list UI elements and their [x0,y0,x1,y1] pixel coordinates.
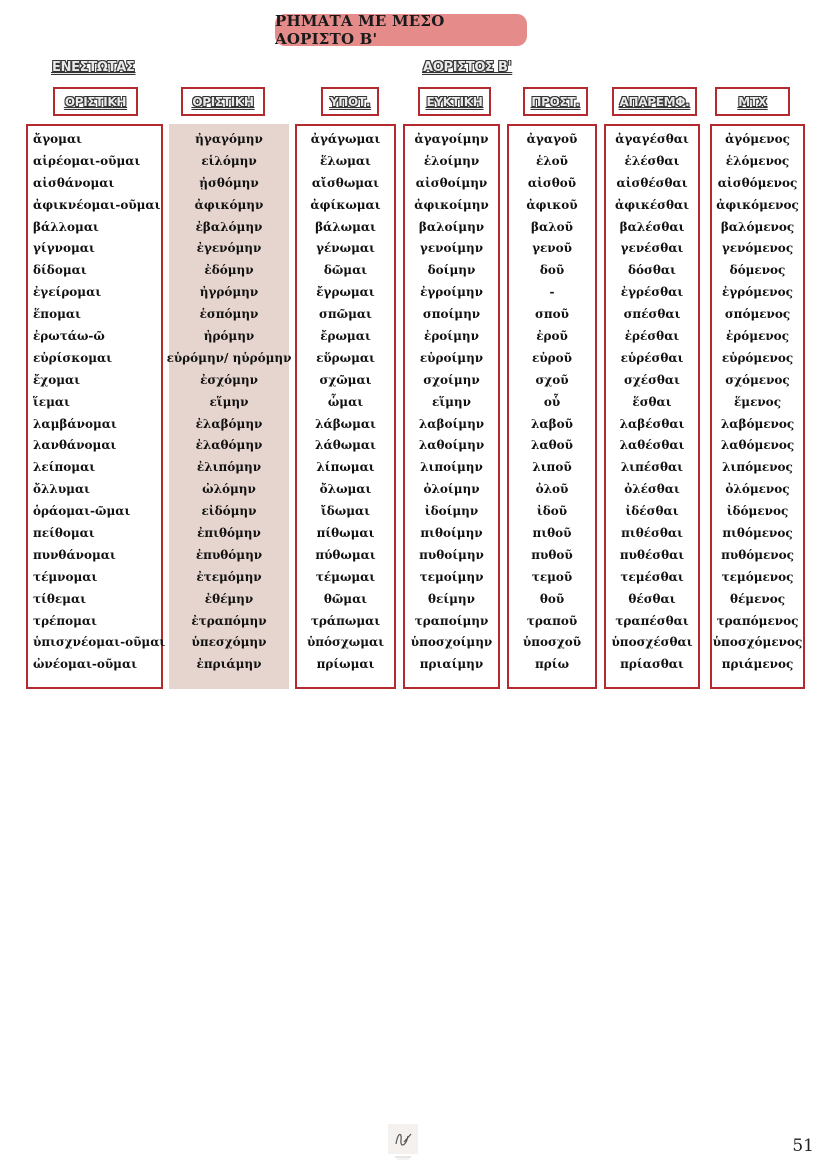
indicative-row-1: εἱλόμην [201,153,257,168]
optative-row-21: θείμην [428,591,475,606]
header-label: ΟΡΙΣΤΙΚΗ [192,94,254,109]
infinitive-row-9: ἐρέσθαι [624,329,680,344]
indicative-row-17: εἰδόμην [201,504,257,519]
optative-row-1: ἑλοίμην [423,153,480,168]
imperative-row-18: πιθοῦ [532,526,572,541]
page-title [275,14,527,46]
infinitive-row-5: γενέσθαι [620,241,684,256]
indicative-row-23: ὑπεσχόμην [191,635,267,650]
present-row-9: ἐρωτάω-ῶ [33,329,105,344]
imperative-row-3: ἀφικοῦ [526,197,578,212]
imperative-row-12: οὗ [543,394,561,409]
subjunctive-row-16: ὄλωμαι [319,482,372,497]
indicative-row-0: ἠγαγόμην [195,132,263,146]
present-row-20: τέμνομαι [33,569,98,584]
infinitive-list [606,129,698,676]
indicative-row-21: ἐθέμην [204,591,254,606]
optative-row-12: εἵμην [432,394,471,409]
present-row-17: ὁράομαι-ῶμαι [33,504,131,519]
optative-row-2: αἰσθοίμην [415,175,488,190]
indicative-row-14: ἐλαθόμην [195,438,263,453]
optative-row-16: ὀλοίμην [423,482,480,497]
indicative-row-4: ἐβαλόμην [195,219,263,234]
indicative-row-3: ἀφικόμην [194,197,264,212]
indicative-row-15: ἐλιπόμην [196,460,262,475]
optative-row-9: ἐροίμην [424,329,479,344]
imperative-row-16: ὀλοῦ [535,482,569,497]
subjunctive-row-17: ἴδωμαι [320,504,371,519]
infinitive-row-4: βαλέσθαι [619,219,685,234]
imperative-row-23: ὑποσχοῦ [522,635,582,650]
imperative-row-4: βαλοῦ [531,219,573,234]
infinitive-row-12: ἕσθαι [632,394,672,409]
imperative-row-2: αἰσθοῦ [527,175,577,190]
participle-row-3: ἀφικόμενος [716,197,799,212]
participle-row-19: πυθόμενος [721,547,794,562]
infinitive-row-14: λαθέσθαι [619,438,685,453]
header-label: ΕΥΚΤΙΚΗ [426,94,483,109]
subjunctive-row-1: ἕλωμαι [320,153,371,168]
present-row-24: ὠνέομαι-οῦμαι [33,657,138,672]
header-indicative [181,87,265,116]
indicative-row-13: ἐλαβόμην [195,416,263,431]
subjunctive-row-21: θῶμαι [323,591,368,606]
infinitive-row-11: σχέσθαι [624,372,680,387]
infinitive-row-17: ἰδέσθαι [625,504,679,519]
subjunctive-row-20: τέμωμαι [315,569,376,584]
indicative-row-16: ὠλόμην [202,482,256,497]
header-present-indicative [53,87,138,116]
optative-row-8: σποίμην [422,307,481,322]
infinitive-row-10: εὑρέσθαι [620,350,684,365]
imperative-row-1: ἑλοῦ [535,153,569,168]
header-label: ΥΠΟΤ. [329,94,371,109]
present-row-6: δίδομαι [33,263,87,278]
indicative-row-22: ἐτραπόμην [191,613,267,628]
present-row-8: ἕπομαι [33,307,81,322]
header-label: ΠΡΟΣΤ. [531,94,580,109]
subjunctive-row-0: ἀγάγωμαι [310,132,381,146]
section-aorist: ΑΟΡΙΣΤΟΣ Β' [423,60,512,75]
imperative-row-7: - [549,285,555,300]
indicative-row-10: εὑρόμην/ ηὑρόμην [166,350,292,365]
imperative-row-20: τεμοῦ [531,569,573,584]
indicative-row-2: ᾐσθόμην [199,175,259,190]
present-row-19: πυνθάνομαι [33,547,116,562]
infinitive-row-21: θέσθαι [628,591,676,606]
optative-row-23: ὑποσχοίμην [410,635,493,650]
imperative-row-11: σχοῦ [535,372,569,387]
imperative-row-5: γενοῦ [532,241,572,256]
infinitive-row-19: πυθέσθαι [619,547,685,562]
present-row-3: ἀφικνέομαι-οῦμαι [33,197,161,212]
present-row-14: λανθάνομαι [33,438,117,453]
participle-row-5: γενόμενος [721,241,794,256]
participle-row-18: πιθόμενος [722,526,793,541]
optative-row-4: βαλοίμην [418,219,485,234]
imperative-row-0: ἀγαγοῦ [526,132,578,146]
indicative-row-18: ἐπιθόμην [197,526,261,541]
present-row-4: βάλλομαι [33,219,99,234]
indicative-row-7: ἠγρόμην [199,285,259,300]
optative-row-11: σχοίμην [423,372,480,387]
infinitive-row-23: ὑποσχέσθαι [611,635,693,650]
infinitive-row-16: ὀλέσθαι [624,482,680,497]
present-row-23: ὑπισχνέομαι-οῦμαι [33,635,166,650]
infinitive-row-8: σπέσθαι [623,307,681,322]
subjunctive-row-12: ὧμαι [327,394,364,409]
imperative-row-10: εὑροῦ [532,350,572,365]
participle-row-6: δόμενος [729,263,786,278]
subjunctive-row-4: βάλωμαι [315,219,376,234]
infinitive-row-13: λαβέσθαι [619,416,685,431]
present-row-16: ὄλλυμαι [33,482,90,497]
participle-row-2: αἰσθόμενος [717,175,798,190]
subjunctive-row-3: ἀφίκωμαι [310,197,381,212]
participle-list [712,129,803,676]
header-label: ΟΡΙΣΤΙΚΗ [64,94,127,109]
infinitive-row-6: δόσθαι [628,263,676,278]
present-list [33,129,166,676]
optative-row-10: εὑροίμην [419,350,484,365]
imperative-row-17: ἰδοῦ [536,504,568,519]
present-row-7: ἐγείρομαι [33,285,102,300]
signature-logo-icon [386,1122,420,1162]
infinitive-row-3: ἀφικέσθαι [614,197,690,212]
indicative-row-8: ἑσπόμην [199,307,259,322]
participle-row-20: τεμόμενος [721,569,794,584]
subjunctive-row-10: εὕρωμαι [316,350,375,365]
participle-row-9: ἐρόμενος [726,329,789,344]
optative-row-14: λαθοίμην [418,438,485,453]
participle-row-21: θέμενος [729,591,785,606]
indicative-row-12: εἵμην [209,394,249,409]
imperative-list [509,129,595,676]
participle-row-11: σχόμενος [725,372,790,387]
page-number: 51 [792,1136,814,1156]
optative-list [405,129,498,676]
infinitive-row-24: πρίασθαι [620,657,684,672]
infinitive-row-22: τραπέσθαι [615,613,689,628]
imperative-row-19: πυθοῦ [531,547,573,562]
subjunctive-row-22: τράπωμαι [310,613,381,628]
optative-row-22: τραποίμην [414,613,489,628]
optative-row-15: λιποίμην [420,460,483,475]
optative-row-17: ἰδοίμην [424,504,479,519]
present-row-1: αἱρέομαι-οῦμαι [33,153,141,168]
optative-row-5: γενοίμην [419,241,484,256]
participle-row-14: λαθόμενος [720,438,795,453]
optative-row-3: ἀφικοίμην [414,197,489,212]
subjunctive-row-5: γένωμαι [316,241,375,256]
imperative-row-22: τραποῦ [526,613,578,628]
imperative-row-14: λαθοῦ [531,438,573,453]
indicative-row-6: ἐδόμην [204,263,254,278]
subjunctive-list [297,129,394,676]
participle-row-10: εὑρόμενος [721,350,794,365]
participle-row-24: πριάμενος [721,657,794,672]
subjunctive-row-19: πύθωμαι [315,547,376,562]
imperative-row-9: ἐροῦ [536,329,568,344]
imperative-row-13: λαβοῦ [531,416,573,431]
subjunctive-row-13: λάβωμαι [315,416,376,431]
infinitive-row-18: πιθέσθαι [621,526,683,541]
present-row-2: αἰσθάνομαι [33,175,115,190]
infinitive-row-7: ἐγρέσθαι [620,285,684,300]
imperative-row-21: θοῦ [539,591,565,606]
present-row-12: ἵεμαι [33,394,70,409]
subjunctive-row-23: ὑπόσχωμαι [306,635,385,650]
subjunctive-row-18: πίθωμαι [316,526,375,541]
indicative-row-5: ἐγενόμην [196,241,262,256]
subjunctive-row-6: δῶμαι [323,263,368,278]
present-row-15: λείπομαι [33,460,96,475]
optative-row-7: ἐγροίμην [420,285,483,300]
participle-row-15: λιπόμενος [722,460,793,475]
participle-row-0: ἀγόμενος [725,132,790,146]
optative-row-6: δοίμην [427,263,476,278]
optative-row-20: τεμοίμην [419,569,484,584]
optative-row-13: λαβοίμην [418,416,485,431]
subjunctive-row-15: λίπωμαι [316,460,375,475]
subjunctive-row-24: πρίωμαι [316,657,375,672]
participle-row-23: ὑποσχόμενος [712,635,803,650]
header-participle [715,87,790,116]
imperative-row-15: λιποῦ [532,460,572,475]
participle-row-12: ἕμενος [733,394,781,409]
infinitive-row-1: ἑλέσθαι [624,153,680,168]
subjunctive-row-9: ἔρωμαι [320,329,371,344]
present-row-5: γίγνομαι [33,241,95,256]
infinitive-row-0: ἀγαγέσθαι [615,132,689,146]
present-row-18: πείθομαι [33,526,95,541]
imperative-row-6: δοῦ [539,263,565,278]
participle-row-7: ἐγρόμενος [722,285,793,300]
indicative-row-20: ἐτεμόμην [196,569,262,584]
participle-row-22: τραπόμενος [716,613,799,628]
subjunctive-row-2: αἴσθωμαι [311,175,380,190]
present-row-11: ἔχομαι [33,372,81,387]
infinitive-row-15: λιπέσθαι [620,460,684,475]
header-label: ΑΠΑΡΕΜΦ. [619,94,690,109]
header-infinitive [612,87,697,116]
infinitive-row-20: τεμέσθαι [620,569,684,584]
indicative-list [165,129,293,676]
indicative-row-9: ἠρόμην [203,329,255,344]
present-row-10: εὑρίσκομαι [33,350,113,365]
indicative-row-19: ἐπυθόμην [195,547,263,562]
subjunctive-row-7: ἔγρωμαι [316,285,375,300]
imperative-row-8: σποῦ [535,307,569,322]
present-row-0: ἄγομαι [33,132,82,146]
participle-row-4: βαλόμενος [720,219,795,234]
header-imperative [523,87,588,116]
imperative-row-24: πρίω [535,657,569,672]
optative-row-24: πριαίμην [419,657,484,672]
subjunctive-row-14: λάθωμαι [315,438,376,453]
header-optative [418,87,491,116]
participle-row-13: λαβόμενος [720,416,795,431]
page-title-text: ΡΗΜΑΤΑ ΜΕ ΜΕΣΟ ΑΟΡΙΣΤΟ Β' [275,12,445,48]
present-row-22: τρέπομαι [33,613,97,628]
participle-row-1: ἑλόμενος [725,153,790,168]
section-present: ΕΝΕΣΤΩΤΑΣ [52,60,135,75]
subjunctive-row-8: σπῶμαι [319,307,372,322]
participle-row-16: ὀλόμενος [725,482,790,497]
participle-row-17: ἰδόμενος [726,504,789,519]
optative-row-19: πυθοίμην [419,547,484,562]
present-row-21: τίθεμαι [33,591,87,606]
subjunctive-row-11: σχῶμαι [319,372,372,387]
optative-row-18: πιθοίμην [420,526,483,541]
header-label: ΜΤΧ [738,94,767,109]
optative-row-0: ἀγαγοίμην [414,132,489,146]
header-subjunctive [321,87,379,116]
infinitive-row-2: αἰσθέσθαι [616,175,688,190]
indicative-row-11: ἐσχόμην [200,372,258,387]
indicative-row-24: ἐπριάμην [196,657,262,672]
present-row-13: λαμβάνομαι [33,416,117,431]
participle-row-8: σπόμενος [724,307,791,322]
